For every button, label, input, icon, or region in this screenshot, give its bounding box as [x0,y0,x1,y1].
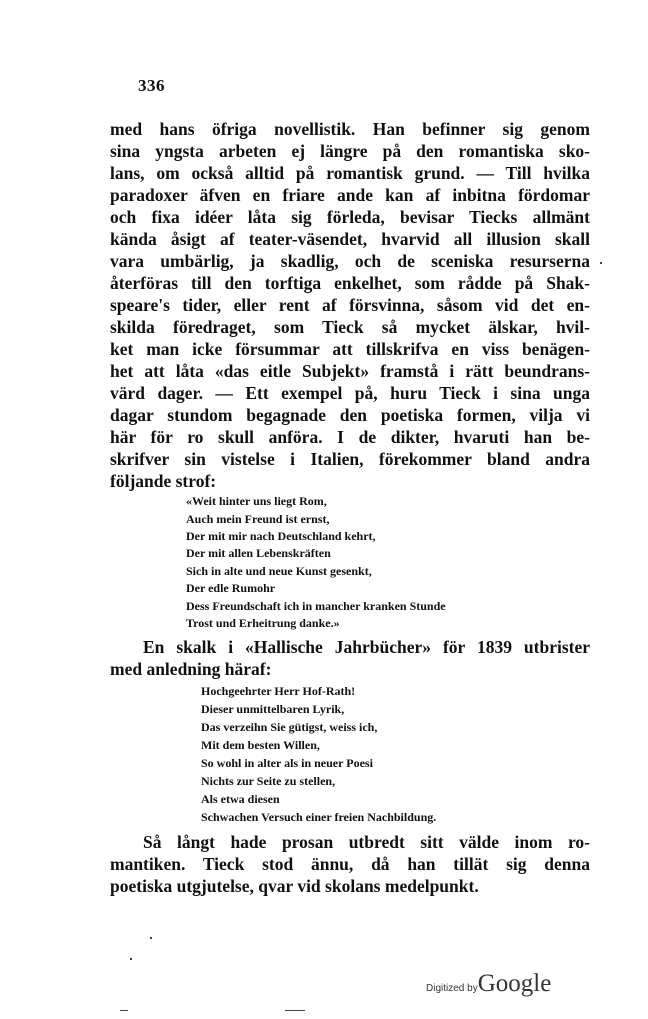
text-line: mantiken. Tieck stod ännu, då han tillät sig denna [110,854,590,874]
text-line: med anledning häraf: [110,659,272,679]
text-line: skilda föredraget, som Tieck så mycket älskar, hvil- [110,317,590,337]
text-line: här för ro skull anföra. I de dikter, hvaruti han be- [110,427,590,447]
watermark-prefix: Digitized by [426,983,478,994]
digitized-by-google-watermark [426,970,551,998]
poem-line: Auch mein Freund ist ernst, [186,512,330,526]
poem-line: Der mit mir nach Deutschland kehrt, [186,529,376,543]
scan-speck [130,958,132,960]
text-line: värd dager. — Ett exempel på, huru Tieck i sina unga [110,383,590,403]
poem-line: Nichts zur Seite zu stellen, [201,774,336,788]
poem-line: «Weit hinter uns liegt Rom, [186,494,327,508]
poem-line: Schwachen Versuch einer freien Nachbildung. [201,810,437,824]
page-number: 336 [138,76,165,95]
text-line: med hans öfriga novellistik. Han befinner sig genom [110,119,590,139]
poem-line: Dieser unmittelbaren Lyrik, [201,702,345,716]
text-line: sina yngsta arbeten ej längre på den romantiska sko- [110,141,590,161]
text-line: dagar stundom begagnade den poetiska formen, vilja vi [110,405,590,425]
text-line: poetiska utgjutelse, qvar vid skolans medelpunkt. [110,876,479,896]
poem-line: Hochgeehrter Herr Hof-Rath! [201,684,356,698]
poem-line: Das verzeihn Sie gütigst, weiss ich, [201,720,378,734]
poem-line: Der edle Rumohr [186,581,276,595]
text-line: skrifver sin vistelse i Italien, förekommer bland andra [110,449,590,469]
scan-speck [120,1010,128,1011]
text-line: kända åsigt af teater-väsendet, hvarvid all illusion skall [110,229,590,249]
text-line: lans, om också alltid på romantisk grund. — Till hvilka [110,163,590,183]
text-line: följande strof: [110,471,217,491]
text-line: En skalk i «Hallische Jahrbücher» för 1839 utbrister [143,637,590,657]
text-line: Så långt hade prosan utbredt sitt välde inom ro- [143,832,590,852]
text-line: ket man icke försummar att tillskrifva en viss benägen- [110,339,590,359]
text-line: återföras till den torftiga enkelhet, som rådde på Shak- [110,273,590,293]
text-line: vara umbärlig, ja skadlig, och de sceniska resurserna [110,251,590,271]
poem-line: Sich in alte und neue Kunst gesenkt, [186,564,372,578]
google-logo: Google [477,970,552,997]
text-line: paradoxer äfven en friare ande kan af inbitna fördomar [110,185,590,205]
text-line: het att låta «das eitle Subjekt» framstå i rätt beundrans- [110,361,590,381]
text-line: speare's tider, eller rent af försvinna, såsom vid det en- [110,295,590,315]
poem-line: Der mit allen Lebenskräften [186,546,331,560]
scan-speck [150,937,152,939]
scan-speck [600,262,602,264]
scan-speck [285,1010,305,1011]
poem-line: Dess Freundschaft ich in mancher kranken Stunde [186,599,446,613]
poem-line: Als etwa diesen [201,792,280,806]
poem-line: Mit dem besten Willen, [201,738,320,752]
poem-line: Trost und Erheitrung danke.» [186,616,340,630]
poem-line: So wohl in alter als in neuer Poesi [201,756,373,770]
text-line: och fixa idéer låta sig förleda, bevisar Tiecks allmänt [110,207,590,227]
